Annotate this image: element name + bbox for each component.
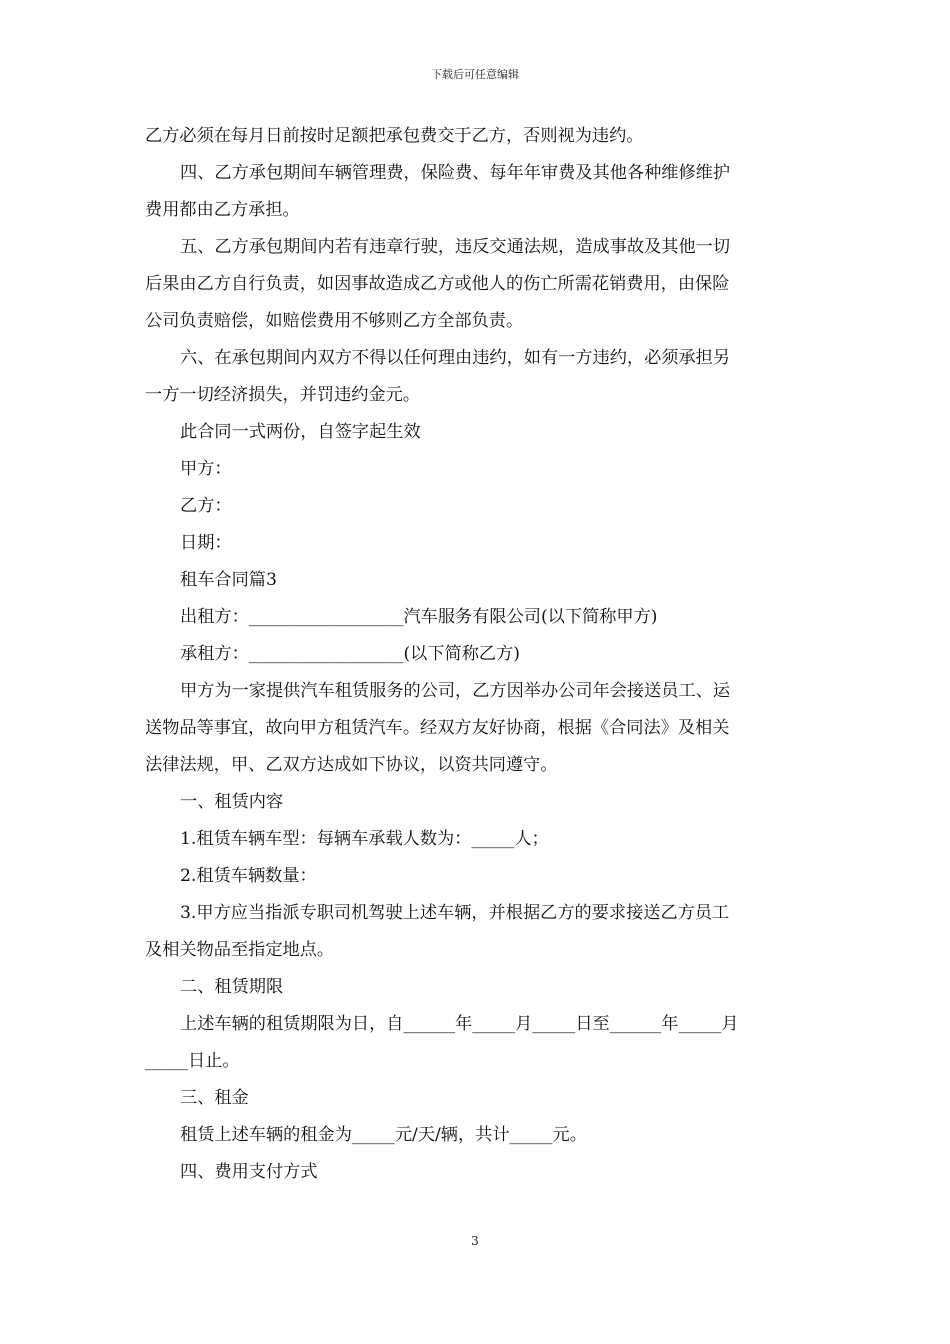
section-title: 租车合同篇3 [180,570,277,590]
contract-body [145,118,815,1191]
clause-item: 3.甲方应当指派专职司机驾驶上述车辆，并根据乙方的要求接送乙方员工 [180,903,730,923]
paragraph-line: _____日止。 [145,1051,240,1071]
clause-item: 2.租赁车辆数量： [180,866,317,886]
paragraph-line: 一方一切经济损失，并罚违约金元。 [145,385,421,405]
signature-party-b: 乙方： [180,496,232,516]
paragraph-line: 此合同一式两份，自签字起生效 [180,422,421,442]
lessor-line: 出租方：__________________汽车服务有限公司(以下简称甲方) [180,607,658,627]
lessee-line: 承租方：__________________(以下简称乙方) [180,644,520,664]
paragraph-line: 法律法规，甲、乙双方达成如下协议，以资共同遵守。 [145,755,558,775]
paragraph-line: 四、乙方承包期间车辆管理费，保险费、每年年审费及其他各种维修维护 [180,163,731,183]
clause-heading: 四、费用支付方式 [180,1162,318,1182]
clause-heading: 二、租赁期限 [180,977,284,997]
clause-item: 1.租赁车辆车型：每辆车承载人数为：_____人； [180,829,549,849]
paragraph-line: 乙方必须在每月日前按时足额把承包费交于乙方，否则视为违约。 [145,126,644,146]
signature-date: 日期： [180,533,232,553]
paragraph-line: 费用都由乙方承担。 [145,200,300,220]
paragraph-line: 上述车辆的租赁期限为日，自______年_____月_____日至______年_____月 [180,1014,739,1034]
paragraph-line: 租赁上述车辆的租金为_____元/天/辆，共计_____元。 [180,1125,587,1145]
signature-party-a: 甲方： [180,459,232,479]
paragraph-line: 六、在承包期间内双方不得以任何理由违约，如有一方违约，必须承担另 [180,348,731,368]
clause-heading: 一、租赁内容 [180,792,284,812]
paragraph-line: 公司负责赔偿，如赔偿费用不够则乙方全部负责。 [145,311,524,331]
page-header: 下载后可任意编辑 [431,68,519,81]
paragraph-line: 送物品等事宜，故向甲方租赁汽车。经双方友好协商，根据《合同法》及相关 [145,718,730,738]
paragraph-line: 甲方为一家提供汽车租赁服务的公司，乙方因举办公司年会接送员工、运 [180,681,731,701]
paragraph-line: 后果由乙方自行负责，如因事故造成乙方或他人的伤亡所需花销费用，由保险 [145,274,730,294]
page-number: 3 [471,1234,479,1248]
paragraph-line: 及相关物品至指定地点。 [145,940,335,960]
paragraph-line: 五、乙方承包期间内若有违章行驶，违反交通法规，造成事故及其他一切 [180,237,731,257]
clause-heading: 三、租金 [180,1088,249,1108]
